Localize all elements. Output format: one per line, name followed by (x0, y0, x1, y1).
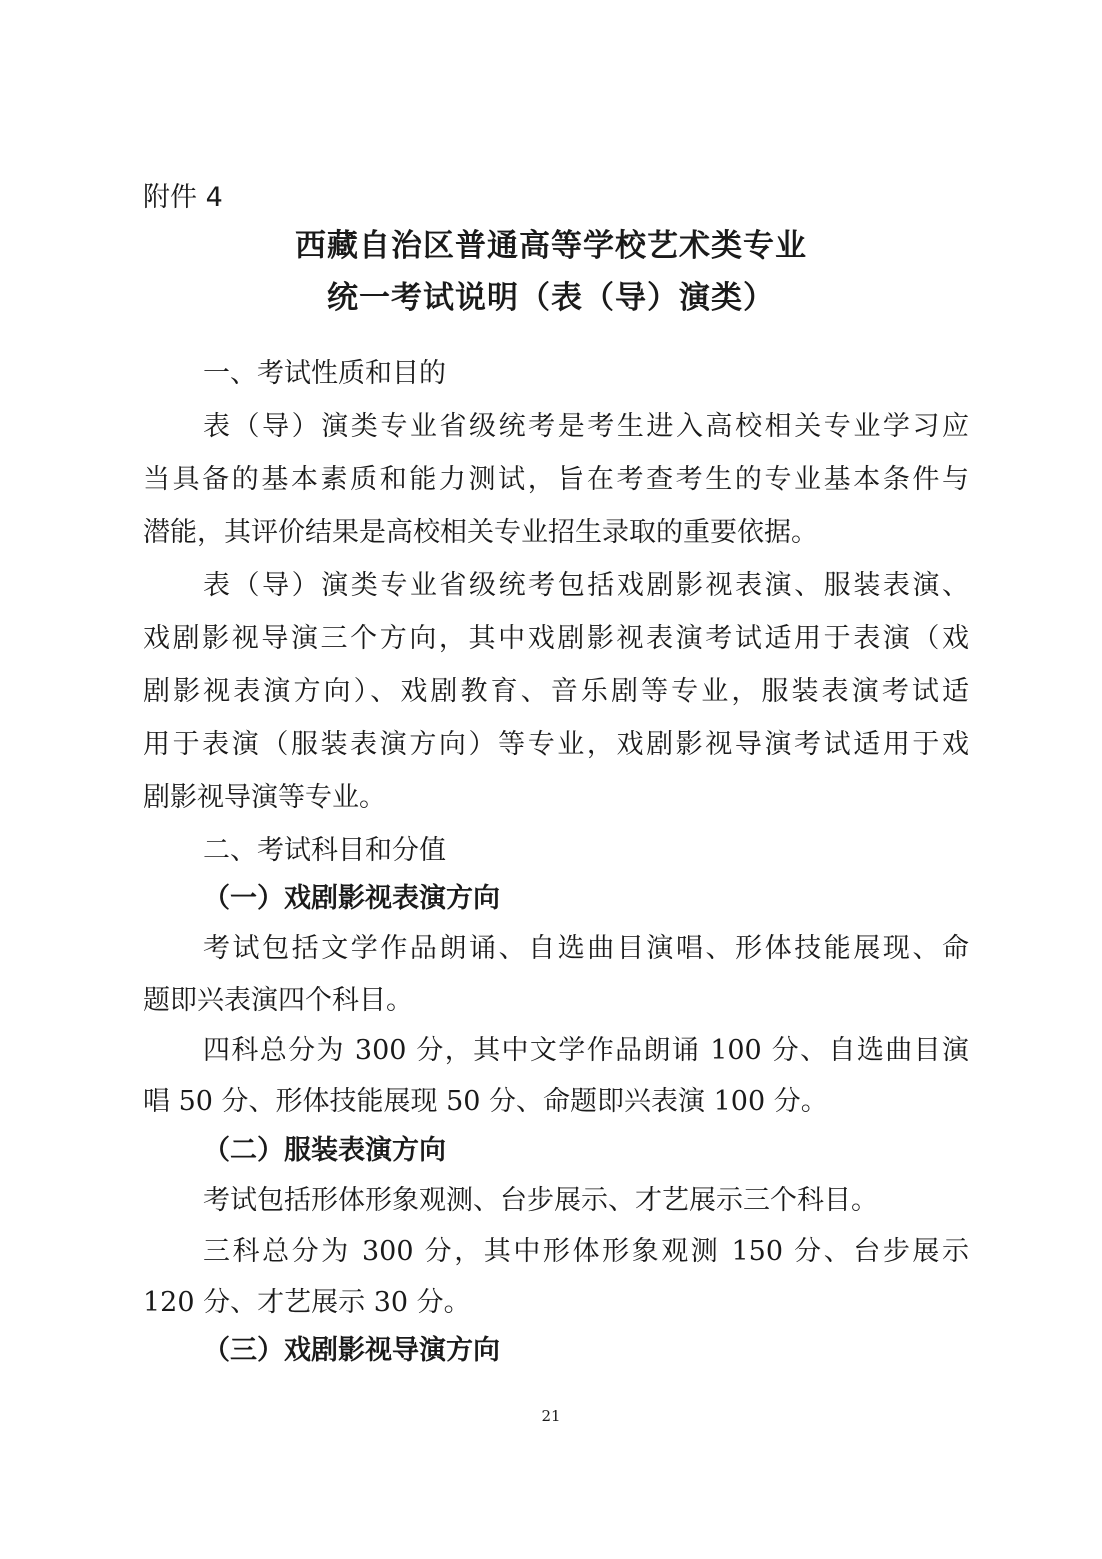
subsection-heading-2: （二）服装表演方向 (203, 1135, 446, 1166)
paragraph-line: 当具备的基本素质和能力测试，旨在考查考生的专业基本条件与 (143, 464, 969, 495)
document-title-line-2: 统一考试说明（表（导）演类） (327, 280, 775, 316)
paragraph-line: 唱 50 分、形体技能展现 50 分、命题即兴表演 100 分。 (143, 1086, 828, 1117)
paragraph-line: 戏剧影视导演三个方向，其中戏剧影视表演考试适用于表演（戏 (143, 623, 969, 654)
paragraph-line: 用于表演（服装表演方向）等专业，戏剧影视导演考试适用于戏 (143, 729, 969, 760)
paragraph-line: 三科总分为 300 分，其中形体形象观测 150 分、台步展示 (203, 1236, 969, 1267)
paragraph-line: 表（导）演类专业省级统考是考生进入高校相关专业学习应 (203, 411, 969, 442)
subsection-heading-3: （三）戏剧影视导演方向 (203, 1335, 500, 1366)
paragraph-line: 剧影视导演等专业。 (143, 782, 386, 813)
paragraph-line: 表（导）演类专业省级统考包括戏剧影视表演、服装表演、 (203, 570, 969, 601)
section-heading-1: 一、考试性质和目的 (203, 358, 446, 389)
attachment-label: 附件 4 (143, 182, 223, 213)
paragraph-line: 120 分、才艺展示 30 分。 (143, 1287, 471, 1318)
section-heading-2: 二、考试科目和分值 (203, 835, 446, 866)
paragraph-line: 考试包括形体形象观测、台步展示、才艺展示三个科目。 (203, 1185, 878, 1216)
subsection-heading-1: （一）戏剧影视表演方向 (203, 883, 500, 914)
paragraph-line: 潜能，其评价结果是高校相关专业招生录取的重要依据。 (143, 517, 818, 548)
paragraph-line: 四科总分为 300 分，其中文学作品朗诵 100 分、自选曲目演 (203, 1035, 969, 1066)
paragraph-line: 考试包括文学作品朗诵、自选曲目演唱、形体技能展现、命 (203, 933, 969, 964)
paragraph-line: 题即兴表演四个科目。 (143, 985, 413, 1016)
document-title-line-1: 西藏自治区普通高等学校艺术类专业 (295, 228, 807, 264)
paragraph-line: 剧影视表演方向）、戏剧教育、音乐剧等专业，服装表演考试适 (143, 676, 969, 707)
page-number: 21 (541, 1407, 561, 1425)
